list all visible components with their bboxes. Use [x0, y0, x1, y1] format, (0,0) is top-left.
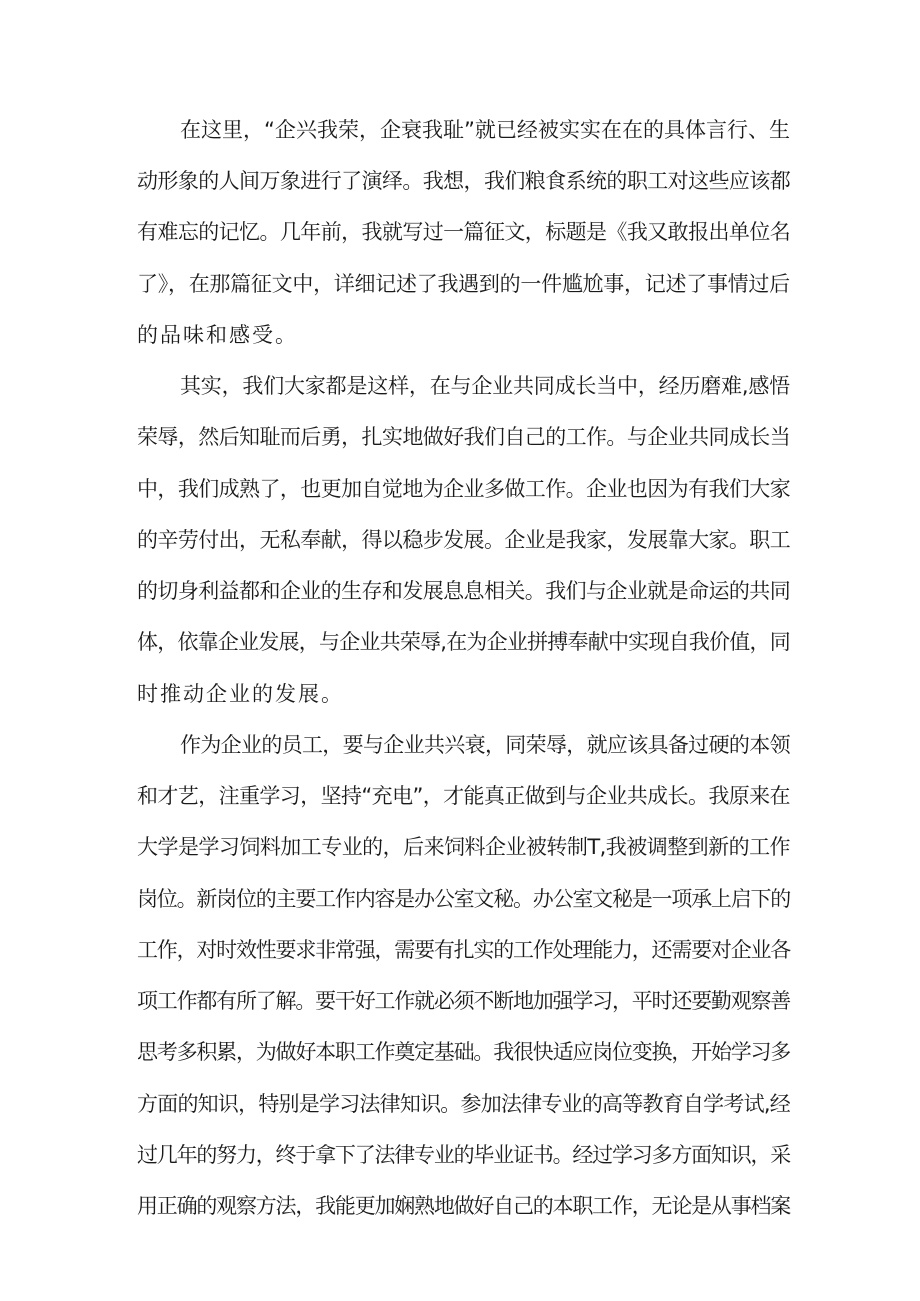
paragraph-2-line-7: 时推动企业的发展。	[137, 682, 344, 706]
paragraph-2-line-5: 的切身利益都和企业的生存和发展息息相关。我们与企业就是命运的共同	[137, 579, 791, 603]
paragraph-2-line-1: 其实，我们大家都是这样，在与企业共同成长当中，经历磨难,感悟	[180, 374, 790, 398]
paragraph-1-line-5: 的品味和感受。	[137, 323, 298, 347]
paragraph-2-line-4: 的辛劳付出，无私奉献，得以稳步发展。企业是我家，发展靠大家。职工	[137, 528, 791, 552]
paragraph-1-line-2: 动形象的人间万象进行了演绎。我想，我们粮食系统的职工对这些应该都	[137, 169, 791, 193]
paragraph-3-line-10: 用正确的观察方法，我能更加娴熟地做好自己的本职工作，无论是从事档案	[137, 1194, 791, 1218]
paragraph-3-line-9: 过几年的努力，终于拿下了法律专业的毕业证书。经过学习多方面知识，采	[137, 1143, 791, 1167]
paragraph-3-line-1: 作为企业的员工，要与企业共兴衰，同荣辱，就应该具备过硬的本领	[180, 733, 790, 757]
paragraph-1-line-1: 在这里，“企兴我荣，企衰我耻”就已经被实实在在的具体言行、生	[180, 118, 791, 142]
paragraph-3-line-2: 和才艺，注重学习，坚持“充电”，才能真正做到与企业共成长。我原来在	[137, 784, 790, 808]
paragraph-3-line-3: 大学是学习饲料加工专业的，后来饲料企业被转制T,我被调整到新的工作	[137, 835, 791, 859]
paragraph-2-line-3: 中，我们成熟了，也更加自觉地为企业多做工作。企业也因为有我们大家	[137, 477, 791, 501]
paragraph-1-line-3: 有难忘的记忆。几年前，我就写过一篇征文，标题是《我又敢报出单位名	[137, 220, 791, 244]
paragraph-3-line-7: 思考多积累，为做好本职工作奠定基础。我很快适应岗位变换，开始学习多	[137, 1040, 791, 1064]
paragraph-1-line-4: 了》，在那篇征文中，详细记述了我遇到的一件尴尬事，记述了事情过后	[137, 272, 790, 296]
paragraph-2-line-6: 体，依靠企业发展，与企业共荣辱,在为企业拼搏奉献中实现自我价值，同	[137, 630, 790, 654]
paragraph-3-line-8: 方面的知识，特别是学习法律知识。参加法律专业的高等教育自学考试,经	[137, 1092, 790, 1116]
paragraph-2-line-2: 荣辱，然后知耻而后勇，扎实地做好我们自己的工作。与企业共同成长当	[137, 425, 791, 449]
paragraph-3-line-6: 项工作都有所了解。要干好工作就必须不断地加强学习，平时还要勤观察善	[137, 989, 791, 1013]
paragraph-3-line-4: 岗位。新岗位的主要工作内容是办公室文秘。办公室文秘是一项承上启下的	[137, 887, 791, 911]
paragraph-3-line-5: 工作，对时效性要求非常强，需要有扎实的工作处理能力，还需要对企业各	[137, 938, 791, 962]
